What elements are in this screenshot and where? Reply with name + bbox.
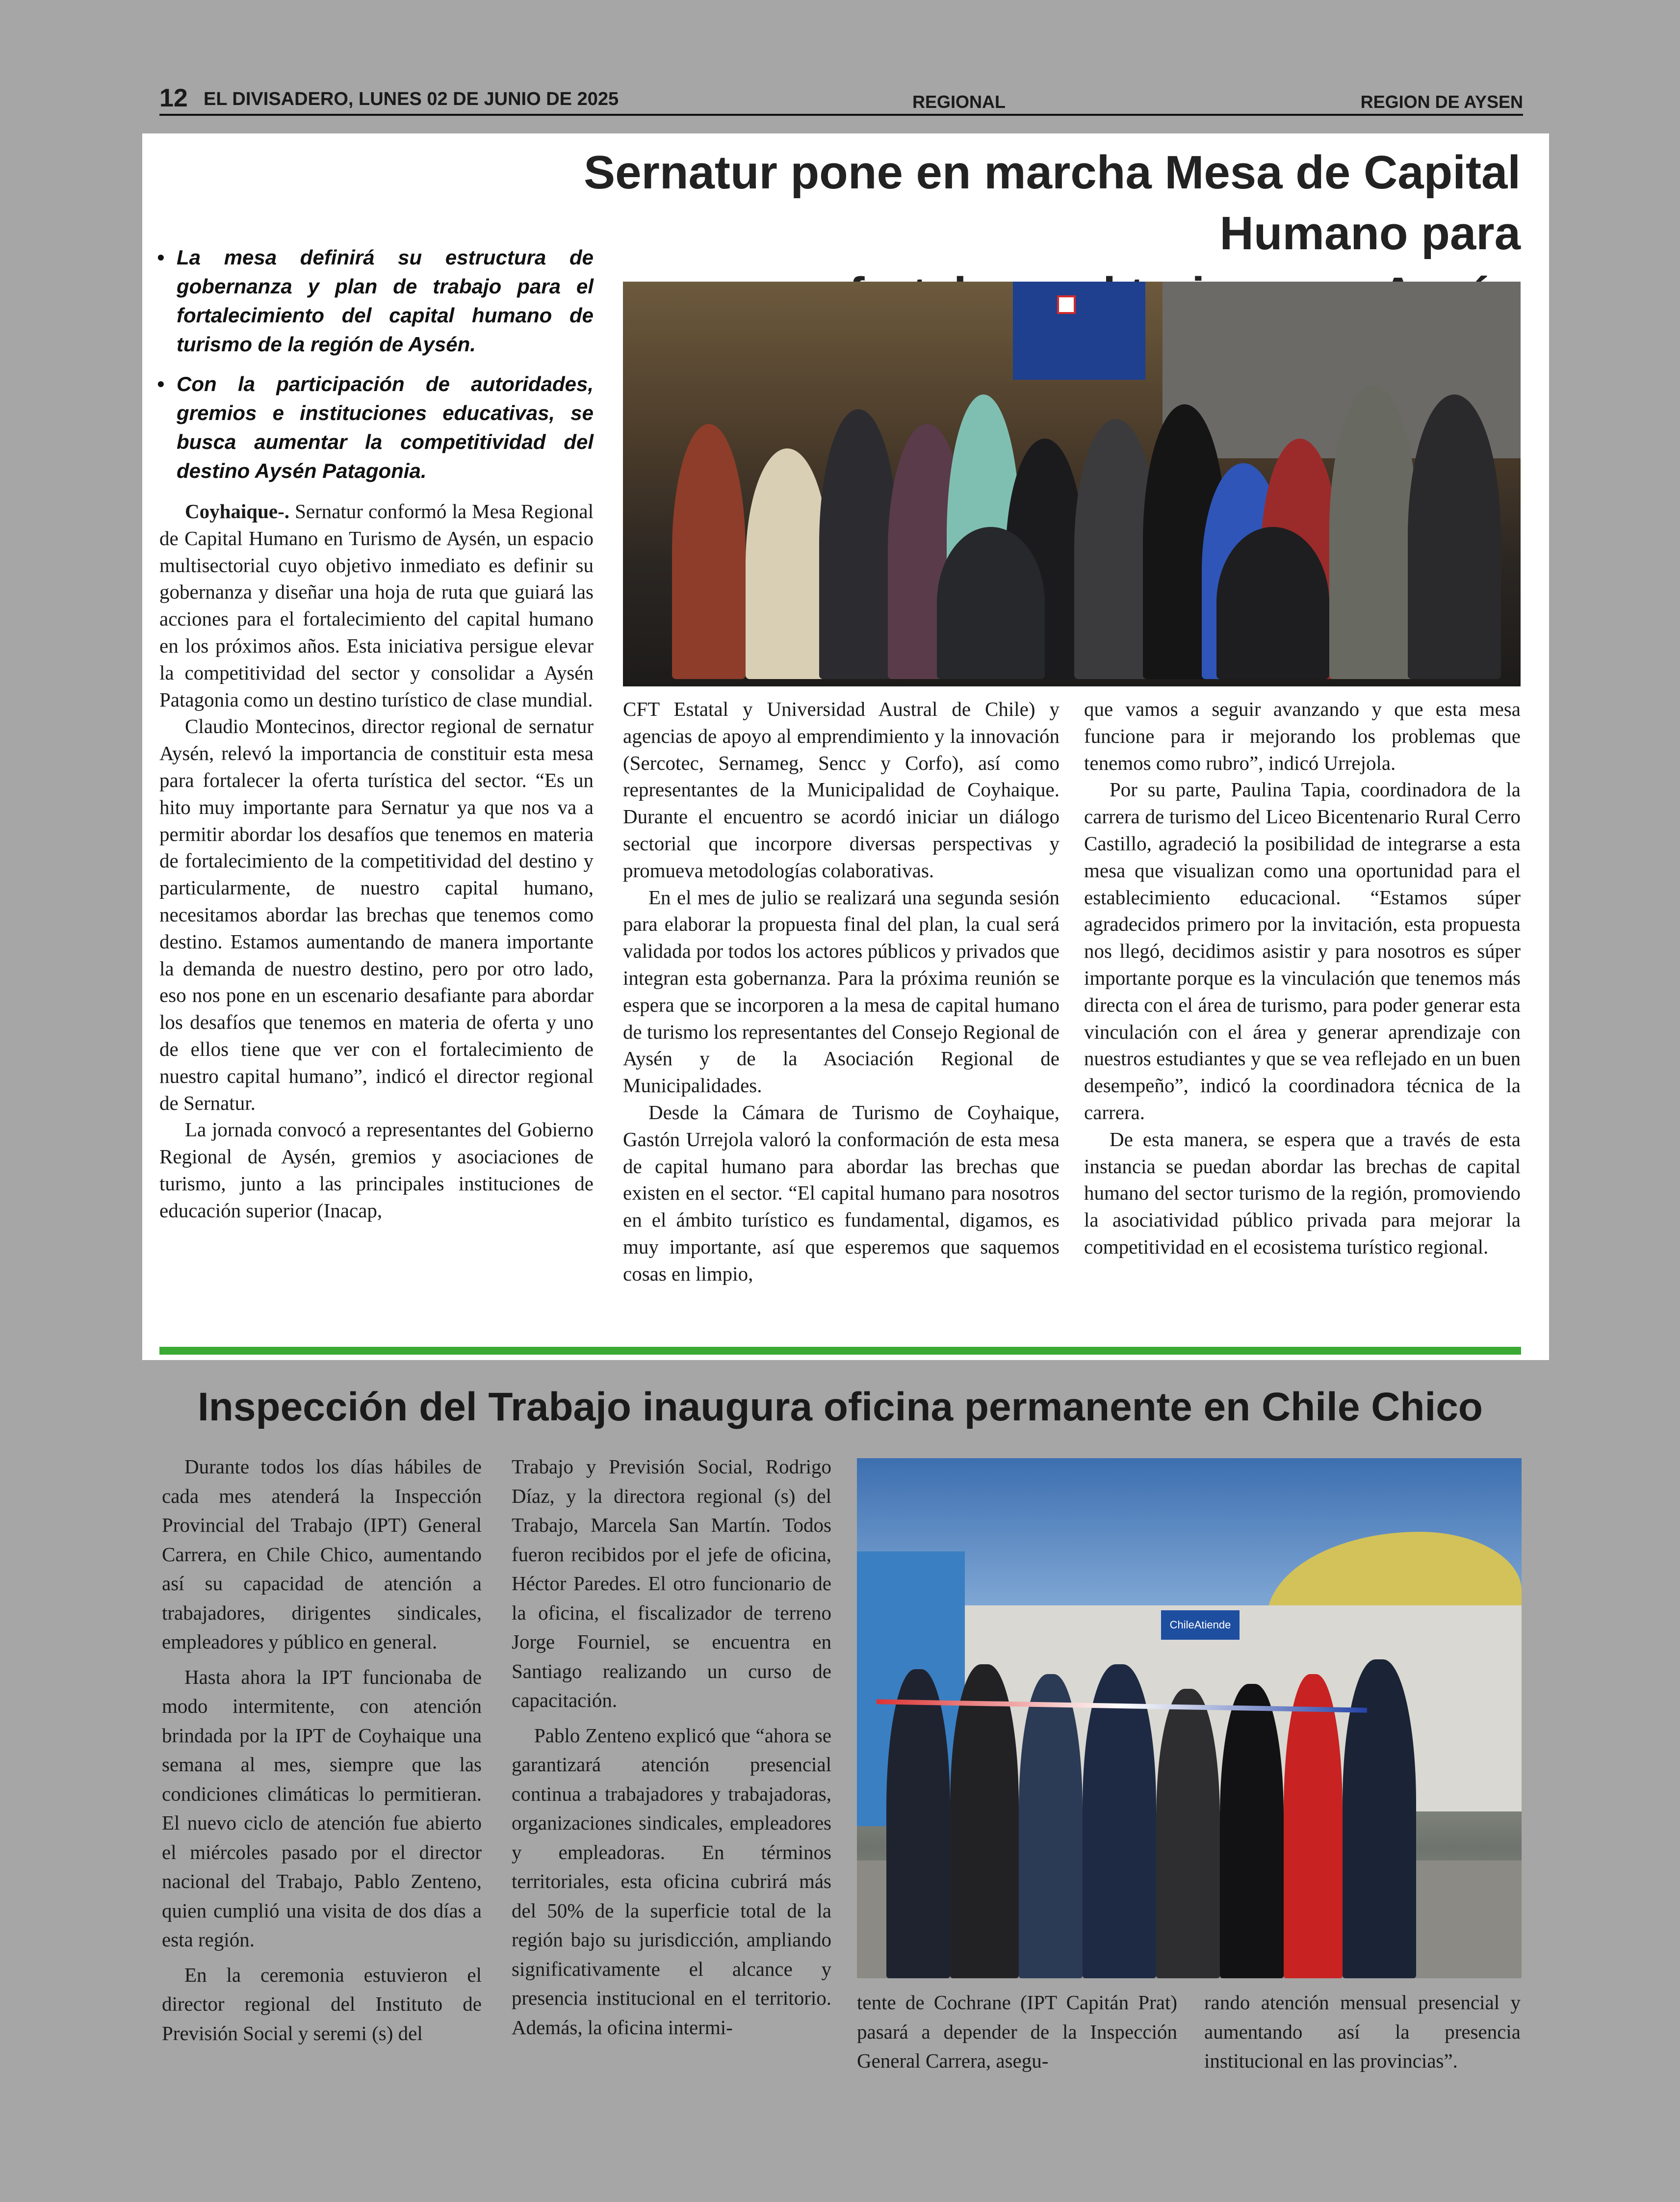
article2-column-2: Trabajo y Previsión Social, Rodrigo Díaz, y la directora regional (s) del Trabajo, Marcela San Martín. Todos fueron recibidos por el jefe de oficina, Héctor Paredes. El otro funcionario de la oficina, el fiscalizador de terreno Jorge Fourniel, se encuentra en Santiago realizando un curso de capacitación. Pablo Zenteno explicó que “ahora se garantizará atención presencial continua a trabajadores y trabajadoras, organizaciones sindicales, empleadores y empleadoras. En términos territoriales, esta oficina cubrirá más del 50% de la superficie total de la región bajo su jurisdicción, ampliando significativamente el alcance y presencia institucional en el territorio. Además, la oficina intermi- (512, 1455, 831, 2039)
group-photo-people (672, 365, 1506, 679)
section-divider (159, 1347, 1521, 1355)
bullet-icon: • (157, 246, 164, 269)
article2-column-4: rando atención mensual presencial y aumentando así la presencia institucional en las provincias”. (1204, 1991, 1521, 2072)
dateline: Coyhaique-. (185, 500, 290, 523)
region-label: REGION DE AYSEN (1360, 92, 1523, 112)
highlight-item: • La mesa definirá su estructura de gobernanza y plan de trabajo para el fortalecimiento del capital humano de turismo de la región de Aysén. (157, 243, 594, 359)
newspaper-dateline: EL DIVISADERO, LUNES 02 DE JUNIO DE 2025 (204, 89, 619, 109)
article1-column-2: CFT Estatal y Universidad Austral de Chile) y agencias de apoyo al emprendimiento y la innovación (Sercotec, Sernameg, Sencc y Corfo), así como representantes de la Municipalidad de Coyhaique. Durante el encuentro se acordó iniciar un diálogo sectorial que incorpore diversas perspectivas y promueva metodologías colaborativas. En el mes de julio se realizará una segunda sesión para elaborar la propuesta final del plan, la cual será validada por todos los actores públicos y privados que integran esta gobernanza. Para la próxima reunión se espera que se incorporen a la mesa de capital humano de turismo los representantes del Consejo Regional de Aysén y de la Asociación Regional de Municipalidades. Desde la Cámara de Turismo de Coyhaique, Gastón Urrejola valoró la conformación de esta mesa de capital humano para abordar las brechas que existen en el sector. “El capital humano para nosotros en el ámbito turístico es fundamental, digamos, es muy importante, así que esperemos que saquemos cosas en limpio, (623, 698, 1060, 1285)
article2-column-1: Durante todos los días hábiles de cada mes atenderá la Inspección Provincial del Trabajo (IPT) General Carrera, en Chile Chico, aumentando así su capacidad de atención a trabajadores, dirigentes sindicales, empleadores y público en general. Hasta ahora la IPT funcionaba de modo intermitente, con atención brindada por la IPT de Coyhaique una semana al mes, siempre que las condiciones climáticas lo permitieran. El nuevo ciclo de atención fue abierto el miércoles pasado por el director nacional del Trabajo, Pablo Zenteno, quien cumplió una visita de dos días a esta región. En la ceremonia estuvieron el director regional del Instituto de Previsión Social y seremi (s) del (162, 1455, 482, 2045)
highlight-item: • Con la participación de autoridades, gremios e instituciones educativas, se busca aumentar la competitividad del destino Aysén Patagonia. (157, 369, 594, 485)
chileatiende-sign: ChileAtiende (1161, 1610, 1240, 1640)
article1-photo (623, 282, 1521, 686)
article2-headline: Inspección del Trabajo inaugura oficina permanente en Chile Chico (198, 1385, 1483, 1429)
article1-column-3: que vamos a seguir avanzando y que esta mesa funcione para ir mejorando los problemas que tenemos como rubro”, indicó Urrejola. Por su parte, Paulina Tapia, coordinadora de la carrera de turismo del Liceo Bicentenario Rural Cerro Castillo, agradeció la posibilidad de integrarse a esta mesa que visualizan como una oportunidad para el establecimiento educacional. “Estamos súper agradecidos primero por la invitación, esta propuesta nos llegó, decidimos asistir y para nosotros es súper importante porque es la vinculación que tenemos más directa con el área de turismo, para poder generar esta vinculación con el área y generar aprendizaje con nuestros estudiantes y que se vea reflejado en un buen desempeño”, indicó la coordinadora técnica de la carrera. De esta manera, se espera que a través de esta instancia se puedan abordar las brechas de capital humano del sector turismo de la región, promoviendo la asociatividad público privada para mejorar la competitividad en el ecosistema turístico regional. (1084, 698, 1521, 1258)
article2-photo (857, 1458, 1522, 1978)
article1-column-1: Coyhaique-. Sernatur conformó la Mesa Regional de Capital Humano en Turismo de Aysén, un espacio multisectorial cuyo objetivo inmediato es definir su gobernanza y diseñar una hoja de ruta que guiará las acciones para el fortalecimiento del capital humano en los próximos años. Esta iniciativa persigue elevar la competitividad del sector y consolidar a Aysén Patagonia como un destino turístico de clase mundial. Claudio Montecinos, director regional de sernatur Aysén, relevó la importancia de constituir esta mesa para fortalecer la oferta turística del sector. “Es un hito muy importante para Sernatur ya que nos va a permitir abordar los desafíos que tenemos en materia de fortalecimiento de la competitividad del destino y particularmente, de nuestro capital humano, necesitamos abordar las brechas que tenemos como destino. Estamos aumentando de manera importante la demanda de nuestro destino, pero por otro lado, eso nos pone en un escenario desafiante para abordar los desafíos que tenemos en materia de oferta y uno de ellos tiene que ver con el fortalecimiento de nuestro capital humano”, indicó el director regional de Sernatur. La jornada convocó a representantes del Gobierno Regional de Aysén, gremios y asociaciones de turismo, junto a las principales instituciones de educación superior (Inacap, (159, 500, 594, 1222)
section-label: REGIONAL (912, 92, 1006, 112)
article1-highlights (157, 243, 594, 496)
page-header (159, 83, 1523, 116)
article2-column-3: tente de Cochrane (IPT Capitán Prat) pasará a depender de la Inspección General Carrera, asegu- (857, 1991, 1177, 2072)
article1-headline: Sernatur pone en marcha Mesa de Capital Humano para (584, 146, 1521, 260)
bullet-icon: • (157, 372, 164, 395)
page-number: 12 (159, 84, 188, 112)
